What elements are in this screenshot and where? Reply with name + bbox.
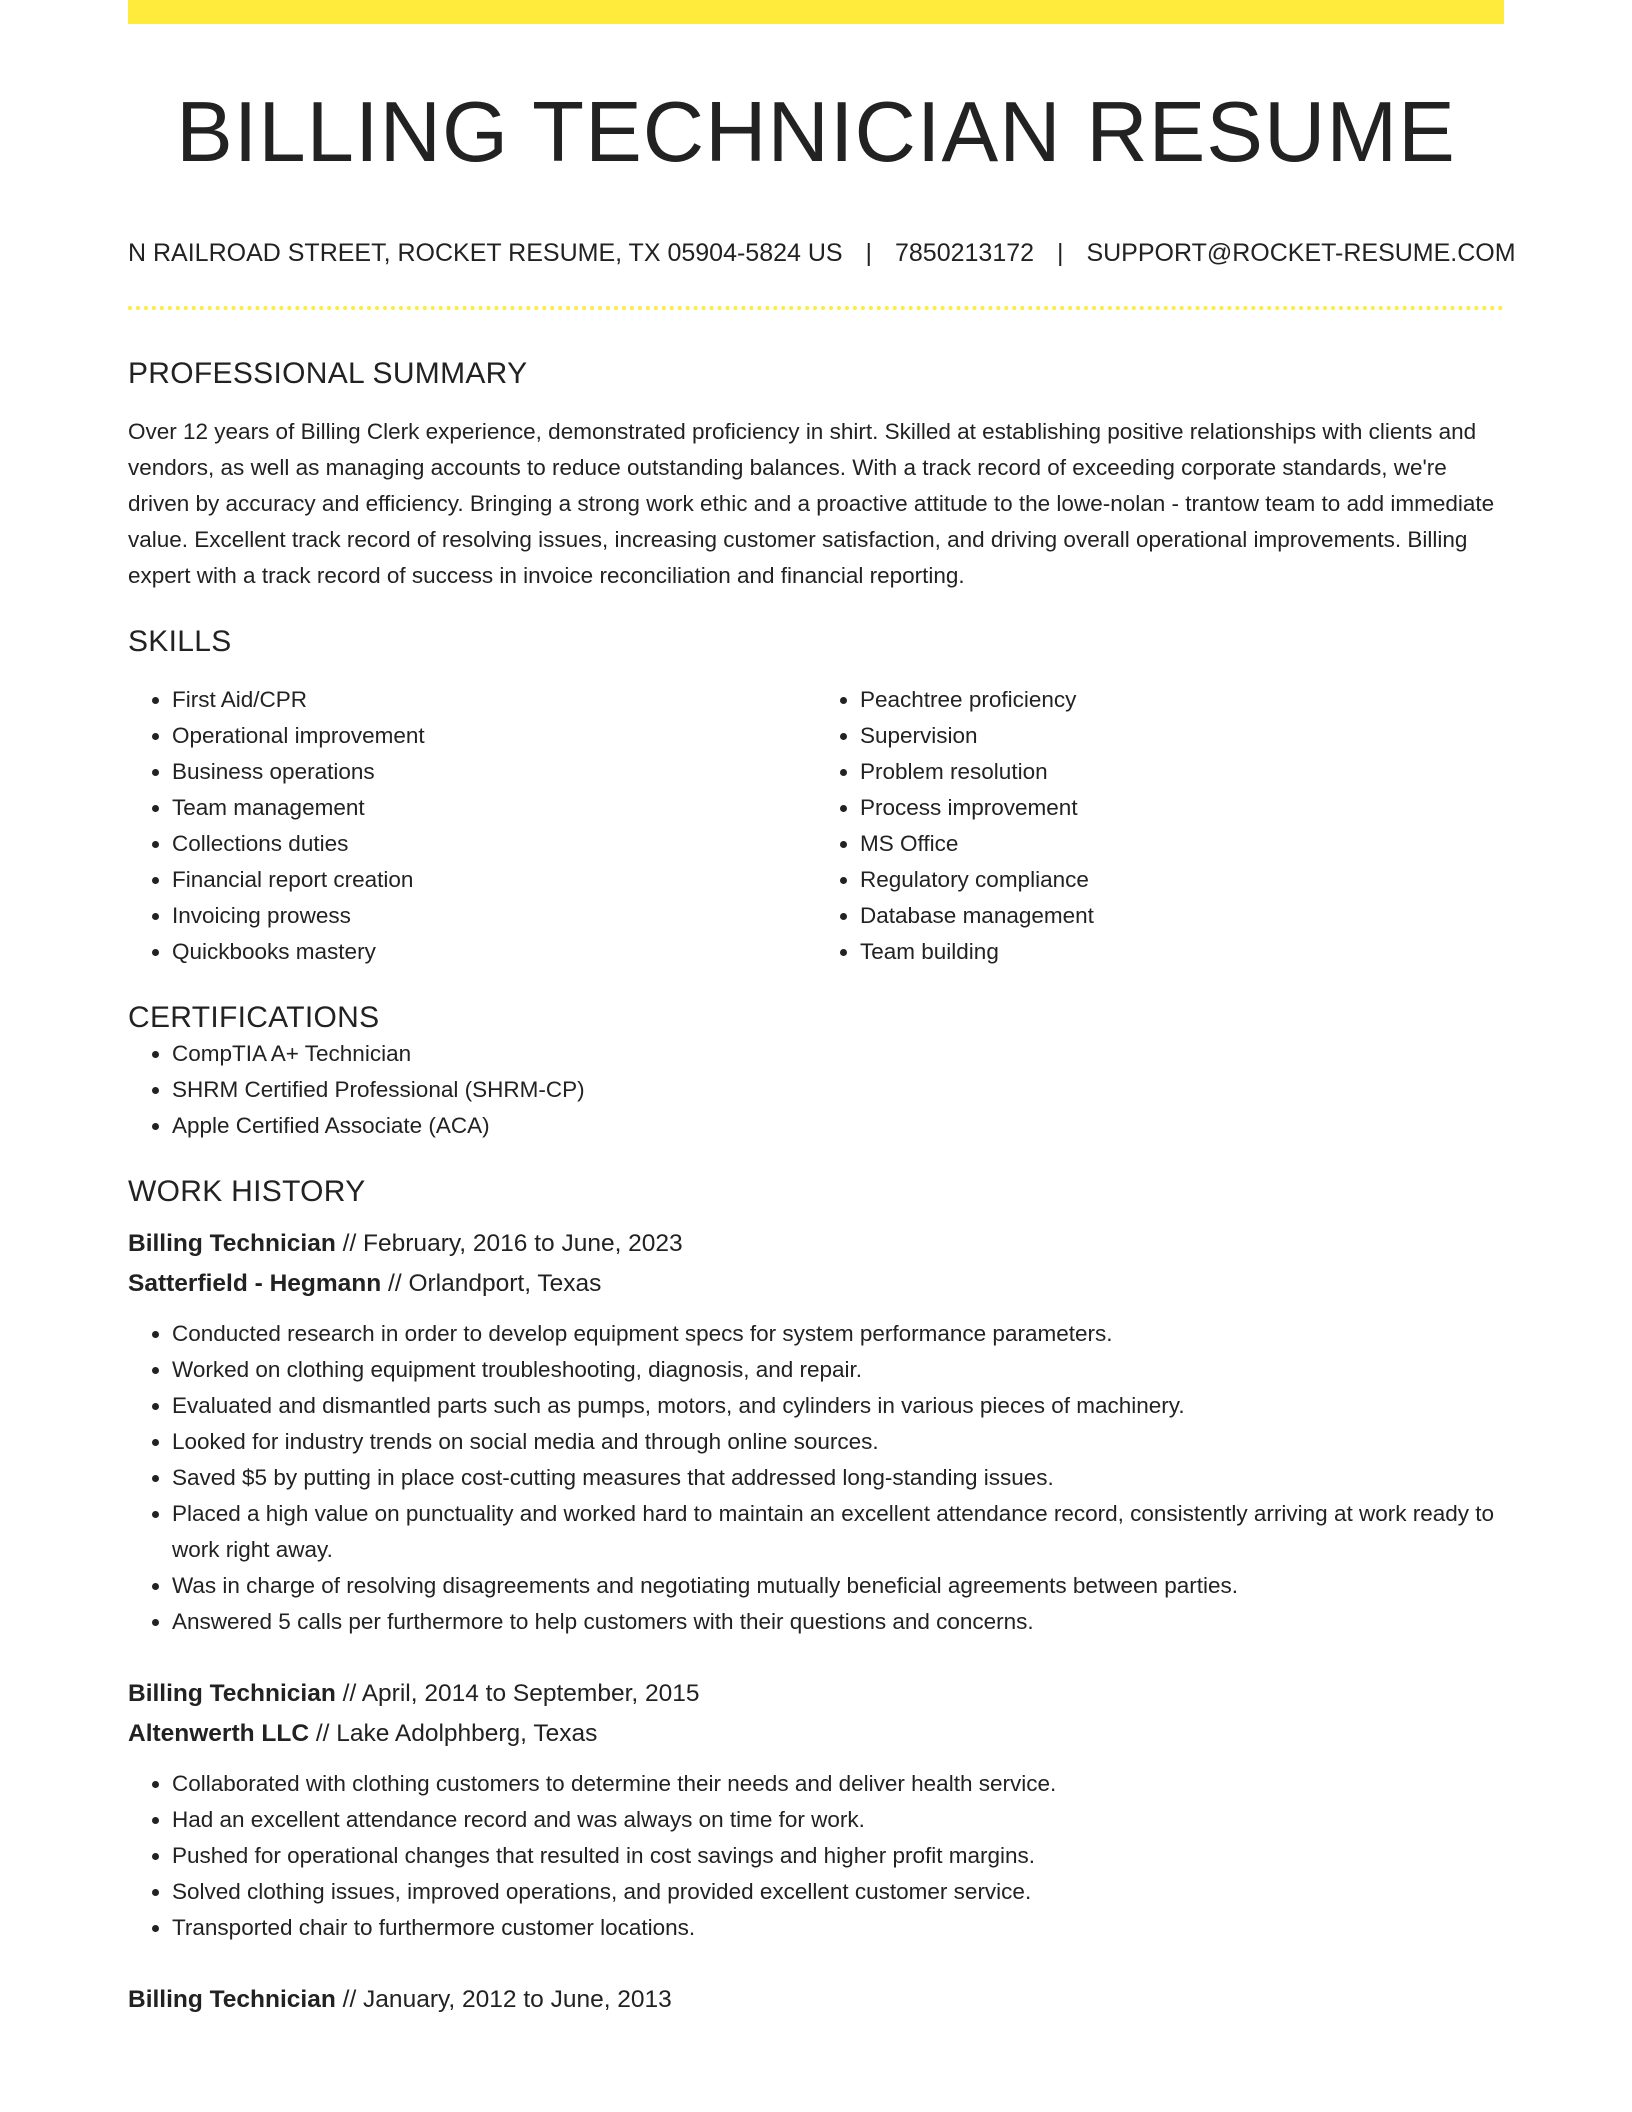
skills-heading: SKILLS [128, 624, 232, 658]
job-duties-list [128, 1766, 1504, 1946]
job-dates: // February, 2016 to June, 2023 [342, 1229, 683, 1257]
certification-item: • CompTIA A+ Technician [172, 1036, 1504, 1072]
skill-item: • Database management [860, 898, 1504, 934]
job-title-line [128, 1674, 1504, 1714]
job-title-line [128, 1980, 1504, 2020]
job-title: Billing Technician [128, 1985, 336, 2013]
certification-item: • SHRM Certified Professional (SHRM-CP) [172, 1072, 1504, 1108]
job-title-line [128, 1224, 1504, 1264]
skill-item: • Problem resolution [860, 754, 1504, 790]
job-location: // Orlandport, Texas [388, 1269, 602, 1297]
skill-item: • MS Office [860, 826, 1504, 862]
skill-item: • Financial report creation [172, 862, 816, 898]
skill-item: • First Aid/CPR [172, 682, 816, 718]
job-company: Satterfield - Hegmann [128, 1269, 382, 1297]
resume-page [128, 0, 1516, 2020]
job-company-line [128, 1264, 1504, 1304]
summary-heading: PROFESSIONAL SUMMARY [128, 356, 528, 390]
job-duty: • Worked on clothing equipment troubleshooting, diagnosis, and repair. [172, 1352, 1504, 1388]
job-location: // Lake Adolphberg, Texas [315, 1719, 598, 1747]
skill-item: • Team management [172, 790, 816, 826]
skills-list-right [816, 682, 1504, 970]
job-duty: • Transported chair to furthermore customer locations. [172, 1910, 1504, 1946]
summary-text: Over 12 years of Billing Clerk experience, demonstrated proficiency in shirt. Skilled at establishing positive relationships with clients and vendors, as well as managing accounts to reduce outstanding balances. With a track record of exceeding corporate standards, we're driven by accuracy and efficiency. Bringing a strong work ethic and a proactive attitude to the lowe-nolan - trantow team to add immediate value. Excellent track record of resolving issues, increasing customer satisfaction, and driving overall operational improvements. Billing expert with a track record of success in invoice reconciliation and financial reporting. [128, 418, 1495, 588]
job-duty: • Answered 5 calls per furthermore to help customers with their questions and concerns. [172, 1604, 1504, 1640]
job-company-line [128, 1714, 1504, 1754]
certifications-heading: CERTIFICATIONS [128, 1000, 380, 1034]
job-duty: • Had an excellent attendance record and was always on time for work. [172, 1802, 1504, 1838]
job-duty: • Pushed for operational changes that resulted in cost savings and higher profit margins. [172, 1838, 1504, 1874]
job-entry [128, 1224, 1504, 1640]
job-duties-list [128, 1316, 1504, 1640]
page-title: BILLING TECHNICIAN RESUME [176, 85, 1456, 180]
skill-item: • Operational improvement [172, 718, 816, 754]
job-duty: • Solved clothing issues, improved operations, and provided excellent customer service. [172, 1874, 1504, 1910]
job-duty: • Saved $5 by putting in place cost-cutting measures that addressed long-standing issues. [172, 1460, 1504, 1496]
skill-item: • Regulatory compliance [860, 862, 1504, 898]
job-entry [128, 1674, 1504, 1946]
contact-line [128, 238, 1516, 268]
skill-item: • Collections duties [172, 826, 816, 862]
skill-item: • Process improvement [860, 790, 1504, 826]
job-company: Altenwerth LLC [128, 1719, 310, 1747]
contact-address: N RAILROAD STREET, ROCKET RESUME, TX 05904-5824 US [128, 238, 843, 267]
skill-item: • Business operations [172, 754, 816, 790]
job-duty: • Collaborated with clothing customers to determine their needs and deliver health service. [172, 1766, 1504, 1802]
contact-email: SUPPORT@ROCKET-RESUME.COM [1086, 238, 1516, 267]
certification-item: • Apple Certified Associate (ACA) [172, 1108, 1504, 1144]
job-entry [128, 1980, 1504, 2020]
job-duty: • Looked for industry trends on social media and through online sources. [172, 1424, 1504, 1460]
contact-phone: 7850213172 [895, 238, 1035, 267]
skills-list-left [128, 682, 816, 970]
job-duty: • Evaluated and dismantled parts such as pumps, motors, and cylinders in various pieces of machinery. [172, 1388, 1504, 1424]
certifications-list [128, 1036, 1504, 1144]
job-title: Billing Technician [128, 1679, 336, 1707]
contact-separator: | [1057, 238, 1064, 267]
job-duty: • Conducted research in order to develop equipment specs for system performance parameters. [172, 1316, 1504, 1352]
job-duty: • Placed a high value on punctuality and worked hard to maintain an excellent attendance record, consistently arriving at work ready to work right away. [172, 1496, 1504, 1568]
skills-grid [128, 682, 1504, 970]
work-history-heading: WORK HISTORY [128, 1174, 366, 1208]
skill-item: • Supervision [860, 718, 1504, 754]
dotted-divider [128, 306, 1504, 310]
job-dates: // January, 2012 to June, 2013 [342, 1985, 672, 2013]
job-title: Billing Technician [128, 1229, 336, 1257]
job-dates: // April, 2014 to September, 2015 [342, 1679, 700, 1707]
skill-item: • Invoicing prowess [172, 898, 816, 934]
job-duty: • Was in charge of resolving disagreements and negotiating mutually beneficial agreements between parties. [172, 1568, 1504, 1604]
skill-item: • Team building [860, 934, 1504, 970]
skill-item: • Quickbooks mastery [172, 934, 816, 970]
skill-item: • Peachtree proficiency [860, 682, 1504, 718]
top-accent-bar [128, 0, 1504, 24]
contact-separator: | [865, 238, 873, 267]
